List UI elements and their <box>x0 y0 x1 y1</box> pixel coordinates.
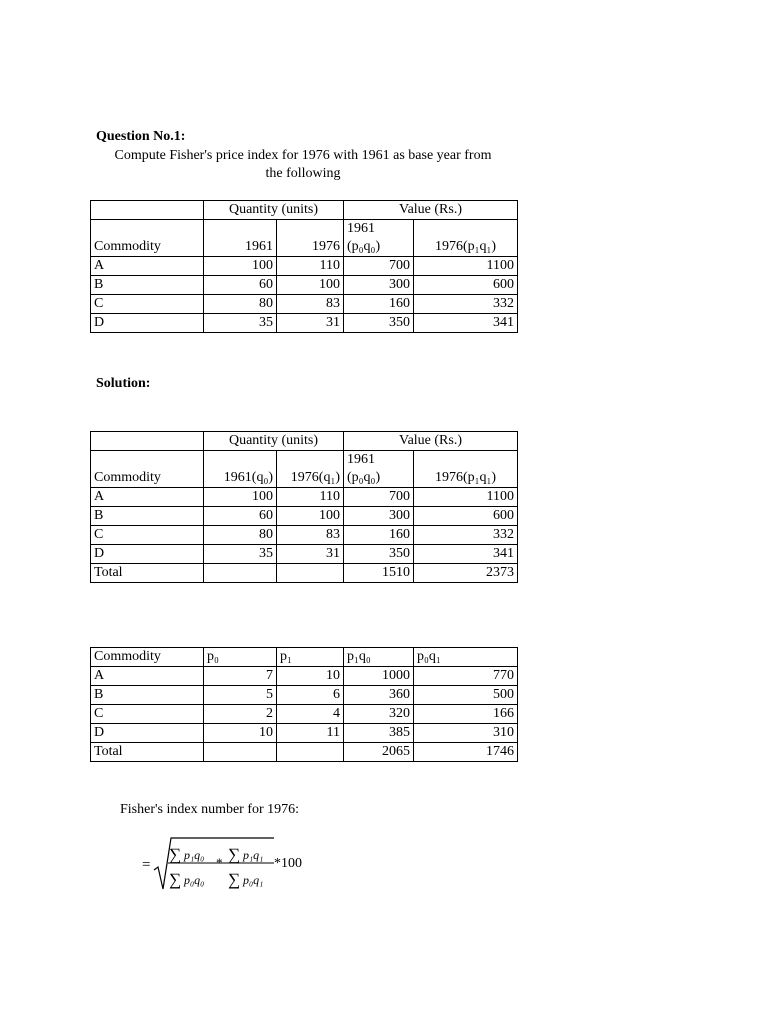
table-cell: 360 <box>344 686 414 705</box>
table-cell: 10 <box>277 667 344 686</box>
value-header: Value (Rs.) <box>344 432 518 451</box>
table-cell: 600 <box>414 507 518 526</box>
table-cell: 2373 <box>414 564 518 583</box>
sigma-den-2: ∑ <box>228 870 241 889</box>
p1q0-header: p₁q₀ <box>344 648 414 667</box>
table-row <box>91 314 518 333</box>
question-line-1: Compute Fisher's price index for 1976 with 1961 as base year from <box>114 148 492 163</box>
table-cell <box>277 743 344 762</box>
p0q1-header: p₀q₁ <box>414 648 518 667</box>
v1-header: 1976(p₁q₁) <box>414 451 518 488</box>
table-cell: 60 <box>204 276 277 295</box>
table-cell: 332 <box>414 526 518 545</box>
table-cell: 320 <box>344 705 414 724</box>
table-cell: 110 <box>277 488 344 507</box>
table-cell: 500 <box>414 686 518 705</box>
table-cell: 60 <box>204 507 277 526</box>
table-cell: 310 <box>414 724 518 743</box>
table-cell: 110 <box>277 257 344 276</box>
q1-header: 1976(q₁) <box>277 451 344 488</box>
table-cell: A <box>91 488 204 507</box>
table-cell: B <box>91 686 204 705</box>
table-cell: D <box>91 545 204 564</box>
table-cell: B <box>91 507 204 526</box>
table-cell: 4 <box>277 705 344 724</box>
table-cell <box>91 201 204 220</box>
table-cell <box>91 432 204 451</box>
table-cell: 385 <box>344 724 414 743</box>
formula-suffix: *100 <box>274 856 302 871</box>
table-cell <box>204 743 277 762</box>
quantity-header: Quantity (units) <box>204 201 344 220</box>
solution-heading: Solution: <box>96 376 151 391</box>
table-cell: A <box>91 667 204 686</box>
table-cell: D <box>91 724 204 743</box>
table-cell: 31 <box>277 545 344 564</box>
table-cell: 600 <box>414 276 518 295</box>
table-cell: 11 <box>277 724 344 743</box>
table-cell: Total <box>91 743 204 762</box>
commodity-header: Commodity <box>91 451 204 488</box>
table-cell: 1000 <box>344 667 414 686</box>
table-cell <box>204 564 277 583</box>
table-cell: Total <box>91 564 204 583</box>
table-row <box>91 724 518 743</box>
table-cell: B <box>91 276 204 295</box>
sigma-num-2: ∑ <box>228 845 241 864</box>
table-cell: D <box>91 314 204 333</box>
value-header: Value (Rs.) <box>344 201 518 220</box>
v0-header <box>344 220 414 257</box>
table-cell: 100 <box>277 507 344 526</box>
table-row <box>91 667 518 686</box>
table-header-row <box>91 201 518 220</box>
question-heading: Question No.1: <box>96 129 186 144</box>
table-cell: 1100 <box>414 257 518 276</box>
table-cell: 80 <box>204 295 277 314</box>
table-header-row <box>91 451 518 488</box>
commodity-header: Commodity <box>91 648 204 667</box>
table-cell: 160 <box>344 295 414 314</box>
price-table <box>90 647 518 762</box>
table-cell: 300 <box>344 507 414 526</box>
sigma-den-1: ∑ <box>169 870 182 889</box>
table-cell: 1510 <box>344 564 414 583</box>
table-cell: 332 <box>414 295 518 314</box>
v0-header-top: 1961 <box>347 221 376 236</box>
total-row <box>91 743 518 762</box>
commodity-header: Commodity <box>91 220 204 257</box>
table-cell: A <box>91 257 204 276</box>
table-row <box>91 257 518 276</box>
total-row <box>91 564 518 583</box>
table-cell: 341 <box>414 545 518 564</box>
table-cell: 31 <box>277 314 344 333</box>
question-data-table <box>90 200 518 333</box>
table-cell: 35 <box>204 545 277 564</box>
formula-equals: = <box>142 857 151 873</box>
table-row <box>91 705 518 724</box>
table-cell: 350 <box>344 545 414 564</box>
table-cell: 100 <box>204 488 277 507</box>
num-2: p₁q₁ <box>243 848 264 862</box>
table-row <box>91 295 518 314</box>
table-cell: 350 <box>344 314 414 333</box>
table-cell: C <box>91 295 204 314</box>
v0-header-bottom: (p₀q₀) <box>347 239 381 254</box>
table-cell: 7 <box>204 667 277 686</box>
formula-times: * <box>216 855 223 870</box>
p1-header: p₁ <box>277 648 344 667</box>
quantity-header: Quantity (units) <box>204 432 344 451</box>
den-1: p₀q₀ <box>184 873 205 887</box>
table-cell: 160 <box>344 526 414 545</box>
table-cell: 700 <box>344 257 414 276</box>
p0-header: p₀ <box>204 648 277 667</box>
fisher-formula <box>138 834 328 894</box>
table-cell: 83 <box>277 526 344 545</box>
table-row <box>91 507 518 526</box>
table-cell: 83 <box>277 295 344 314</box>
v0-header <box>344 451 414 488</box>
table-cell: 80 <box>204 526 277 545</box>
den-2: p₀q₁ <box>243 873 264 887</box>
table-row <box>91 276 518 295</box>
table-header-row <box>91 220 518 257</box>
q0-header: 1961 <box>204 220 277 257</box>
table-cell: C <box>91 705 204 724</box>
table-cell <box>277 564 344 583</box>
table-cell: 5 <box>204 686 277 705</box>
table-cell: 1100 <box>414 488 518 507</box>
v1-header: 1976(p₁q₁) <box>414 220 518 257</box>
sigma-num-1: ∑ <box>169 845 182 864</box>
v0-header-top: 1961 <box>347 452 376 467</box>
q0-header: 1961(q₀) <box>204 451 277 488</box>
table-header-row <box>91 432 518 451</box>
table-cell: 100 <box>277 276 344 295</box>
table-cell: 6 <box>277 686 344 705</box>
q1-header: 1976 <box>277 220 344 257</box>
num-1: p₁q₀ <box>184 848 205 862</box>
table-cell: 10 <box>204 724 277 743</box>
table-cell: 300 <box>344 276 414 295</box>
table-row <box>91 686 518 705</box>
table-cell: 1746 <box>414 743 518 762</box>
table-cell: 700 <box>344 488 414 507</box>
table-row <box>91 488 518 507</box>
table-cell: 2065 <box>344 743 414 762</box>
table-row <box>91 545 518 564</box>
v0-header-bottom: (p₀q₀) <box>347 470 381 485</box>
table-cell: 35 <box>204 314 277 333</box>
table-header-row <box>91 648 518 667</box>
table-cell: 341 <box>414 314 518 333</box>
table-cell: 2 <box>204 705 277 724</box>
fisher-label: Fisher's index number for 1976: <box>120 802 300 817</box>
table-cell: 770 <box>414 667 518 686</box>
table-cell: 100 <box>204 257 277 276</box>
table-cell: 166 <box>414 705 518 724</box>
table-cell: C <box>91 526 204 545</box>
question-line-2: the following <box>265 166 341 181</box>
table-row <box>91 526 518 545</box>
solution-data-table <box>90 431 518 583</box>
